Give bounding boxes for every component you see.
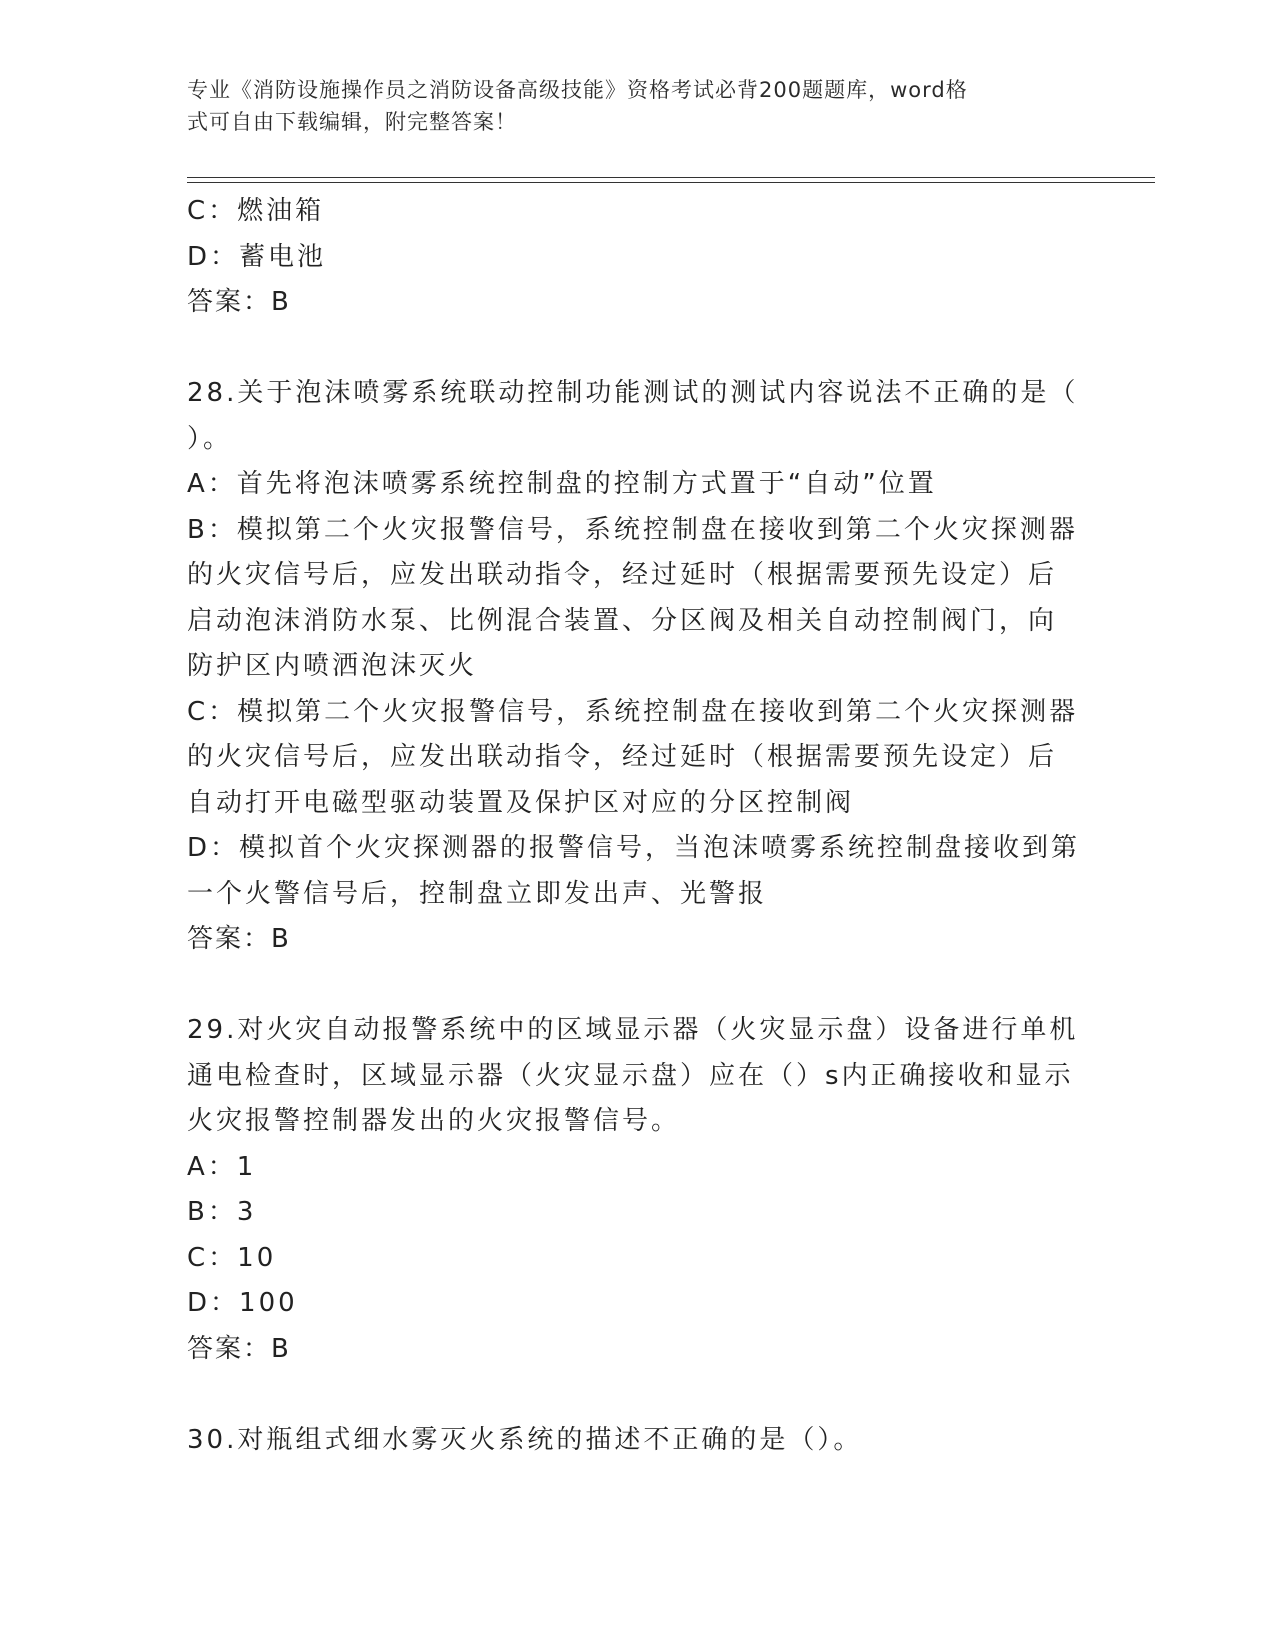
question-30: [187, 1418, 1087, 1464]
header-rule-bottom: [187, 182, 1155, 183]
q28-stem-line: 28.关于泡沫喷雾系统联动控制功能测试的测试内容说法不正确的是（: [187, 378, 1079, 408]
q29-answer: 答案：B: [187, 1333, 291, 1364]
q30-stem: 30.对瓶组式细水雾灭火系统的描述不正确的是（）。: [187, 1424, 863, 1455]
q28-option-c-line: 自动打开电磁型驱动装置及保护区对应的分区控制阀: [187, 787, 855, 818]
q27-answer: 答案：B: [187, 287, 291, 317]
document-header: [187, 74, 1067, 138]
q27-option-c: C：燃油箱: [187, 196, 325, 226]
q28-option-b-line: 防护区内喷洒泡沫灭火: [187, 651, 478, 681]
question-28: [187, 371, 1087, 963]
q29-option-a: A：1: [187, 1151, 257, 1182]
q28-option-a: A：首先将泡沫喷雾系统控制盘的控制方式置于“自动”位置: [187, 469, 937, 499]
q28-option-c-line: C：模拟第二个火灾报警信号，系统控制盘在接收到第二个火灾探测器: [187, 696, 1079, 727]
q28-option-d-line: 一个火警信号后，控制盘立即发出声、光警报: [187, 878, 768, 909]
spacer: [187, 963, 1087, 1009]
q28-answer: 答案：B: [187, 924, 291, 954]
q28-option-c-line: 的火灾信号后，应发出联动指令，经过延时（根据需要预先设定）后: [187, 742, 1058, 772]
question-29: [187, 1008, 1087, 1372]
q28-stem-line: ）。: [187, 423, 233, 454]
spacer: [187, 1372, 1087, 1418]
q28-option-b-line: 启动泡沫消防水泵、比例混合装置、分区阀及相关自动控制阀门，向: [187, 605, 1058, 636]
header-rule-top: [187, 177, 1155, 178]
header-line-2: 式可自由下载编辑，附完整答案！: [187, 110, 517, 134]
spacer: [187, 326, 1087, 372]
q29-stem-line: 29.对火灾自动报警系统中的区域显示器（火灾显示盘）设备进行单机: [187, 1015, 1079, 1045]
q29-stem-line: 通电检查时，区域显示器（火灾显示盘）应在（）s内正确接收和显示: [187, 1060, 1074, 1091]
q29-stem-line: 火灾报警控制器发出的火灾报警信号。: [187, 1106, 681, 1136]
q29-option-d: D：100: [187, 1288, 298, 1318]
q28-option-d-line: D：模拟首个火灾探测器的报警信号，当泡沫喷雾系统控制盘接收到第: [187, 833, 1081, 863]
q28-option-b-line: 的火灾信号后，应发出联动指令，经过延时（根据需要预先设定）后: [187, 560, 1058, 590]
question-content: [187, 189, 1087, 1463]
q28-option-b-line: B：模拟第二个火灾报警信号，系统控制盘在接收到第二个火灾探测器: [187, 514, 1078, 545]
q29-option-b: B：3: [187, 1197, 257, 1227]
q27-option-d: D：蓄电池: [187, 241, 327, 272]
q29-option-c: C：10: [187, 1242, 277, 1273]
header-line-1: 专业《消防设施操作员之消防设备高级技能》资格考试必背200题题库，word格: [187, 78, 968, 102]
question-27-tail: [187, 189, 1087, 326]
